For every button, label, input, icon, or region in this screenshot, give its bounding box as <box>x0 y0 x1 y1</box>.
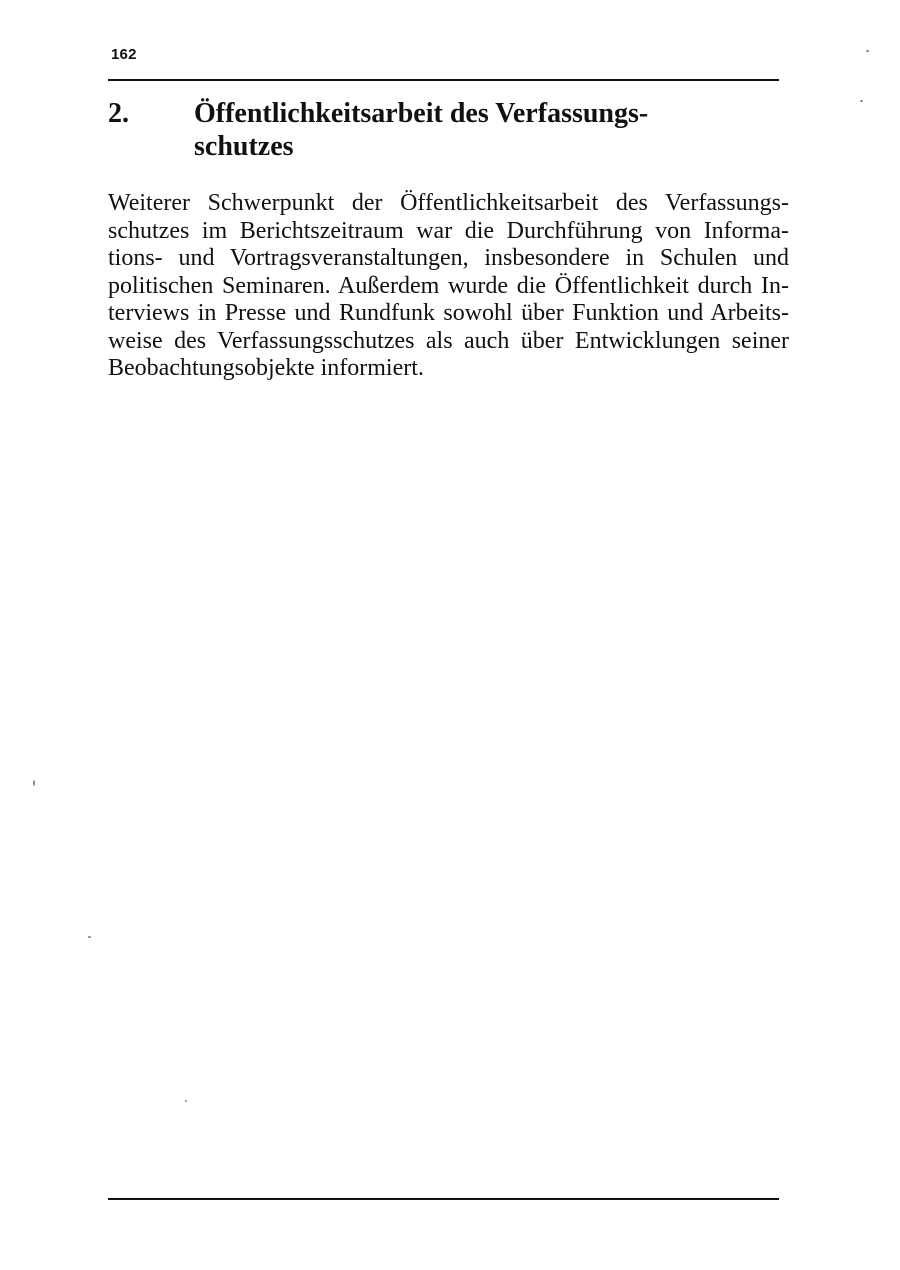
scan-speck <box>860 100 863 102</box>
page-number: 162 <box>111 46 137 63</box>
section-number: 2. <box>108 98 129 129</box>
header-rule <box>108 79 779 81</box>
scan-speck <box>33 780 35 786</box>
scan-speck <box>866 50 869 52</box>
section-title: Öffentlichkeitsarbeit des Verfassungsschutzes <box>194 98 649 162</box>
footer-rule <box>108 1198 779 1200</box>
scan-speck <box>88 936 91 938</box>
section-heading <box>108 97 788 163</box>
scan-speck <box>185 1100 187 1102</box>
body-paragraph: Weiterer Schwerpunkt der Öffentlichkeitsarbeit des Verfassungsschutzes im Berichtszeitraum war die Durchführung von Informations- und Vortragsveranstaltungen, insbesondere in Schulen und politischen Seminaren. Außerdem wurde die Öffentlichkeit durch Interviews in Presse und Rundfunk sowohl über Funktion und Arbeitsweise des Verfassungsschutzes als auch über Entwicklungen seiner Beobachtungsobjekte informiert. <box>108 190 789 381</box>
